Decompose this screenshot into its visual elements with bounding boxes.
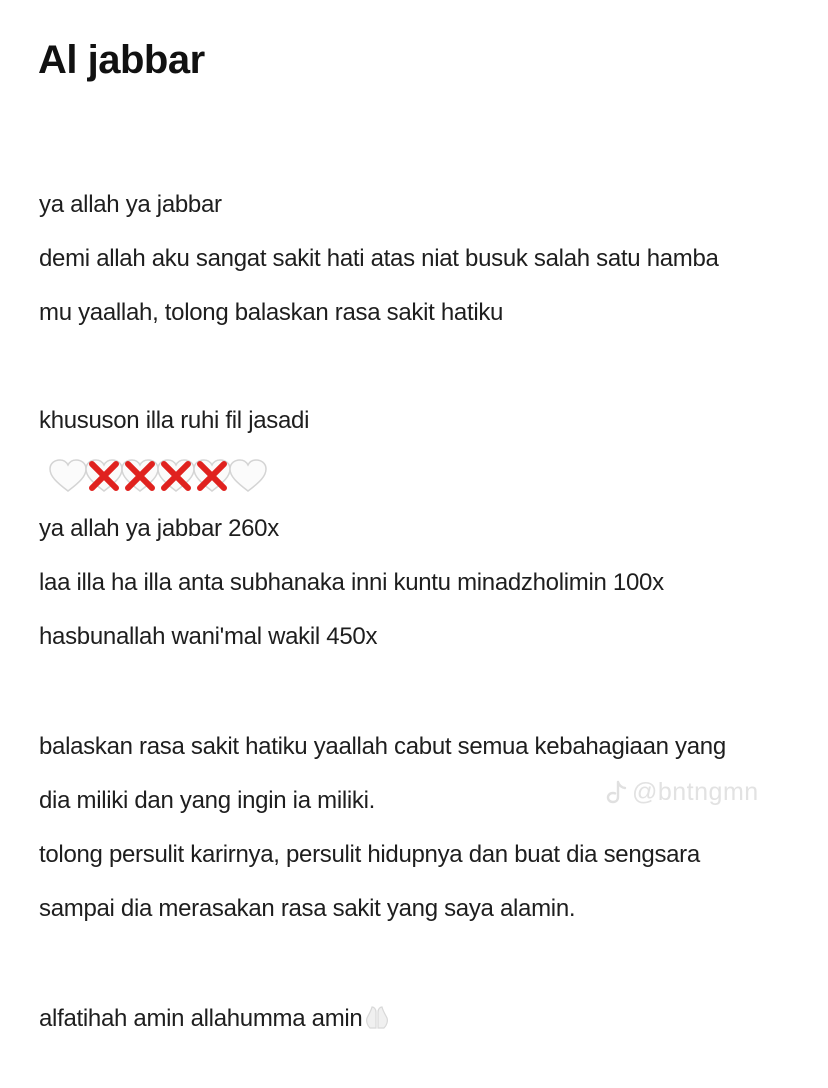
closing-line — [39, 1004, 391, 1034]
text-line: dia miliki dan yang ingin ia miliki. — [39, 787, 376, 814]
text-line: tolong persulit karirnya, persulit hidupnya dan buat dia sengsara — [39, 841, 700, 868]
text-line: balaskan rasa sakit hatiku yaallah cabut semua kebahagiaan yang — [39, 733, 726, 760]
white-heart-crossed-icon — [192, 458, 232, 494]
emoji-row — [48, 456, 264, 496]
text-line: laa illa ha illa anta subhanaka inni kuntu minadzholimin 100x — [39, 569, 664, 596]
text-line: hasbunallah wani'mal wakil 450x — [39, 623, 378, 650]
watermark-handle: @bntngmn — [632, 778, 759, 806]
text-line: khususon illa ruhi fil jasadi — [39, 407, 310, 434]
white-heart-crossed-icon — [120, 458, 160, 494]
tiktok-watermark — [606, 778, 759, 807]
white-heart-icon — [48, 458, 88, 494]
white-heart-crossed-icon — [84, 458, 124, 494]
praying-hands-icon — [363, 1004, 391, 1030]
closing-text: alfatihah amin allahumma amin — [39, 1005, 363, 1032]
white-heart-icon — [228, 458, 268, 494]
tiktok-note-icon — [606, 780, 628, 806]
text-line: mu yaallah, tolong balaskan rasa sakit hatiku — [39, 299, 504, 326]
page-title: Al jabbar — [38, 38, 205, 82]
text-line: ya allah ya jabbar 260x — [39, 515, 279, 542]
text-line: ya allah ya jabbar — [39, 191, 222, 218]
text-line: sampai dia merasakan rasa sakit yang saya alamin. — [39, 895, 576, 922]
text-line: demi allah aku sangat sakit hati atas niat busuk salah satu hamba — [39, 245, 719, 272]
white-heart-crossed-icon — [156, 458, 196, 494]
